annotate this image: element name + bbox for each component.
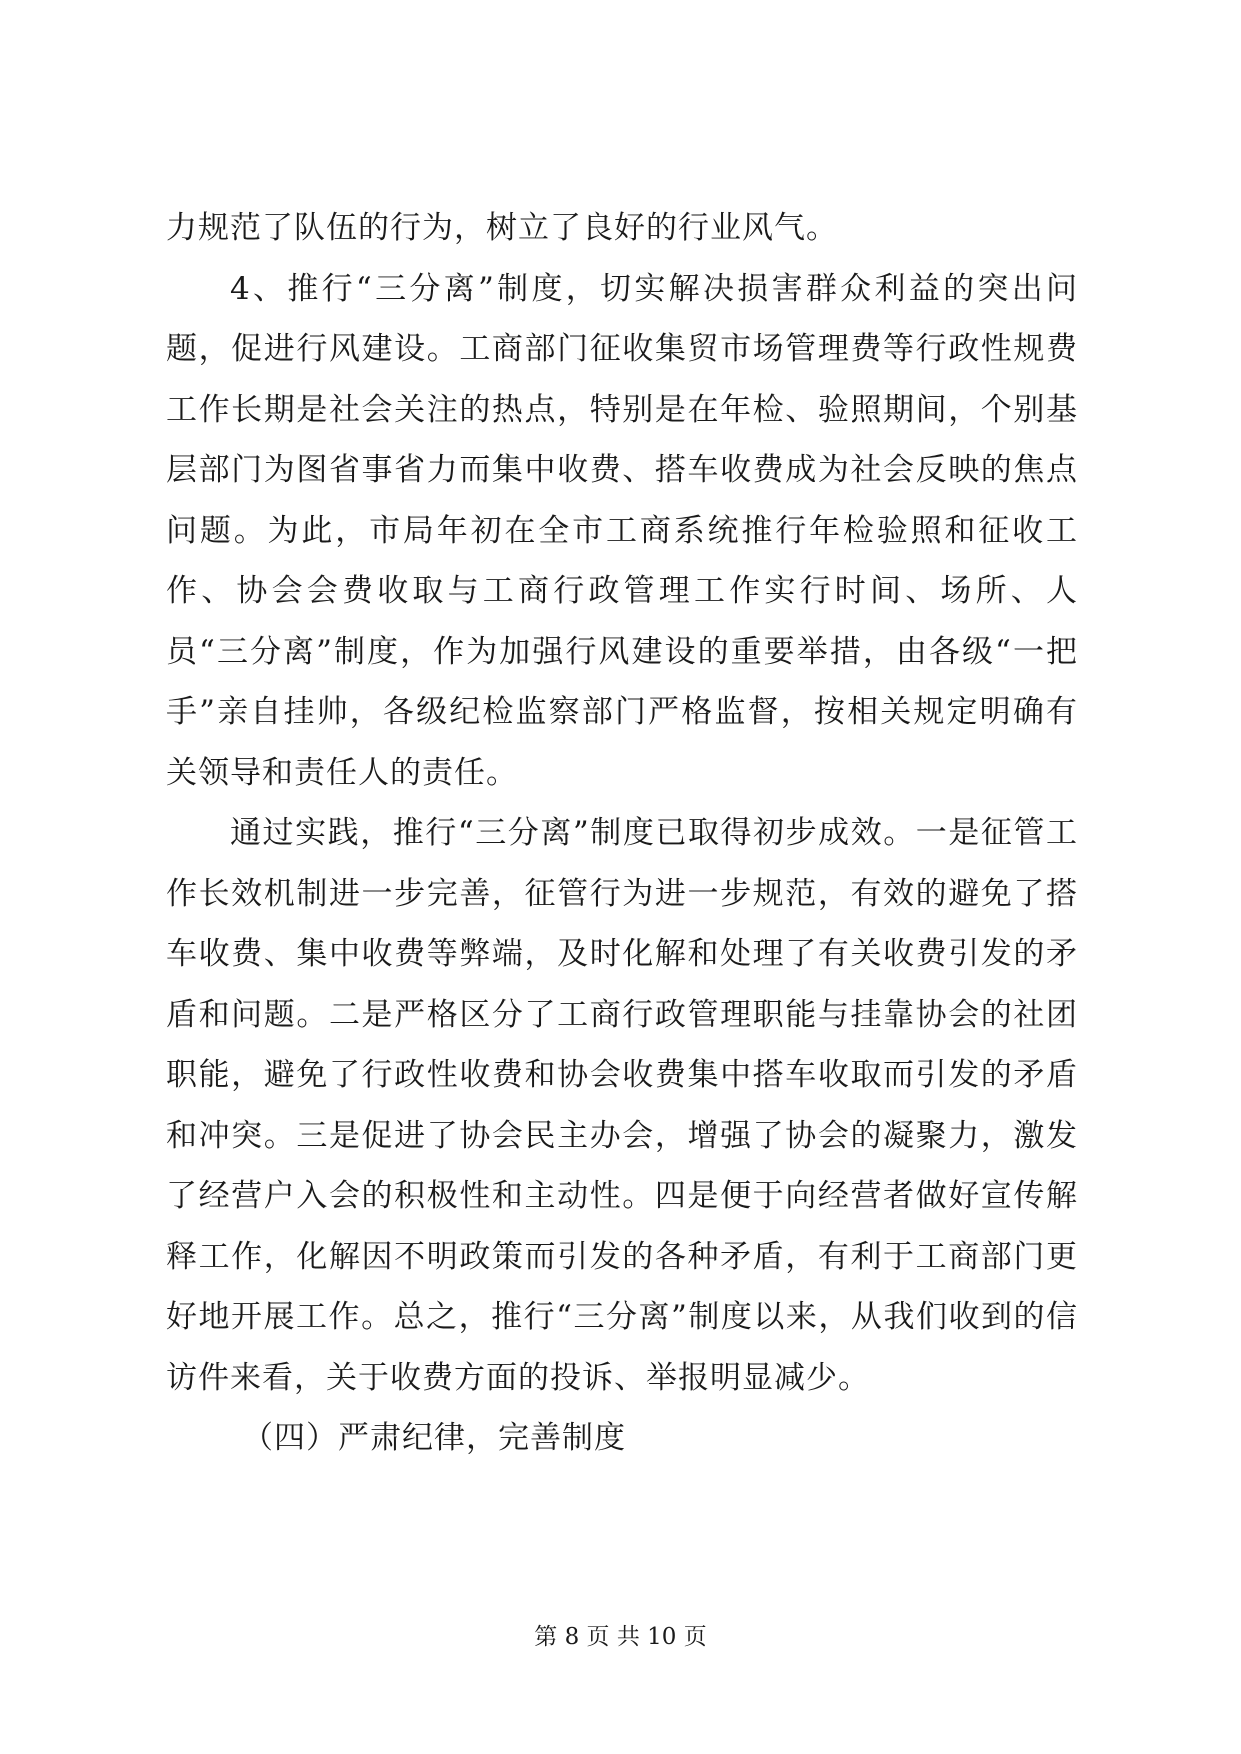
page-number: 第 8 页 共 10 页 <box>534 1624 707 1650</box>
paragraph-three-separation: 4、推行“三分离”制度，切实解决损害群众利益的突出问题，促进行风建设。工商部门征收集贸市场管理费等行政性规费工作长期是社会关注的热点，特别是在年检、验照期间，个别基层部门为图省事省力而集中收费、搭车收费成为社会反映的焦点问题。为此，市局年初在全市工商系统推行年检验照和征收工作、协会会费收取与工商行政管理工作实行时间、场所、人员“三分离”制度，作为加强行风建设的重要举措，由各级“一把手”亲自挂帅，各级纪检监察部门严格监督，按相关规定明确有关领导和责任人的责任。 <box>166 270 1078 791</box>
section-heading: （四）严肃纪律，完善制度 <box>242 1420 626 1456</box>
paragraph-continuation: 力规范了队伍的行为，树立了良好的行业风气。 <box>166 210 838 246</box>
paragraph-results: 通过实践，推行“三分离”制度已取得初步成效。一是征管工作长效机制进一步完善，征管行为进一步规范，有效的避免了搭车收费、集中收费等弊端，及时化解和处理了有关收费引发的矛盾和问题。二是严格区分了工商行政管理职能与挂靠协会的社团职能，避免了行政性收费和协会收费集中搭车收取而引发的矛盾和冲突。三是促进了协会民主办会，增强了协会的凝聚力，激发了经营户入会的积极性和主动性。四是便于向经营者做好宣传解释工作，化解因不明政策而引发的各种矛盾，有利于工商部门更好地开展工作。总之，推行“三分离”制度以来，从我们收到的信访件来看，关于收费方面的投诉、举报明显减少。 <box>166 815 1078 1396</box>
document-body <box>166 198 1078 1469</box>
